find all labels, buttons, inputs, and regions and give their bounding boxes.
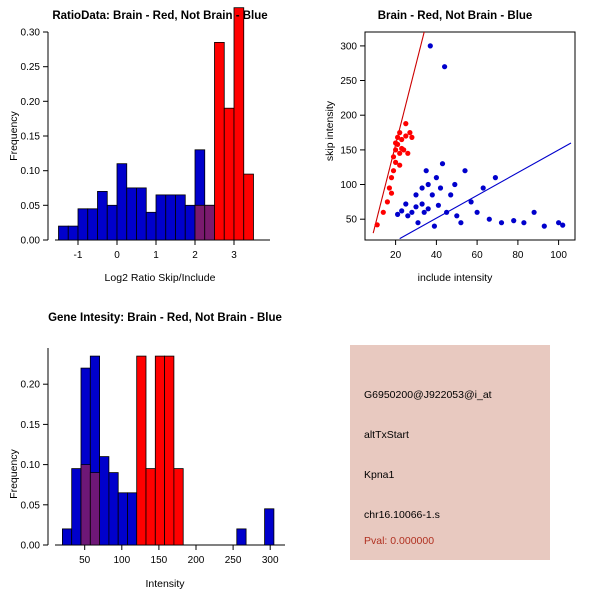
svg-text:0.00: 0.00 — [20, 540, 40, 552]
probe-info-box — [350, 345, 550, 560]
svg-text:300: 300 — [340, 41, 357, 53]
svg-text:0.30: 0.30 — [20, 27, 40, 39]
svg-text:3: 3 — [231, 250, 237, 261]
svg-text:0.00: 0.00 — [20, 235, 40, 247]
svg-text:0.15: 0.15 — [20, 419, 40, 431]
panel-ratio-histogram — [0, 0, 320, 300]
svg-text:0.15: 0.15 — [20, 131, 40, 143]
svg-text:250: 250 — [340, 76, 357, 87]
svg-text:60: 60 — [471, 250, 483, 261]
svg-text:200: 200 — [340, 110, 357, 122]
svg-text:50: 50 — [345, 214, 357, 226]
svg-text:300: 300 — [261, 555, 279, 566]
svg-text:0.10: 0.10 — [20, 166, 40, 178]
ratio-hist-xlabel: Log2 Ratio Skip/Include — [104, 272, 216, 284]
locus-id: chr16.10066-1.s — [364, 509, 440, 521]
scatter-xlabel: include intensity — [417, 272, 493, 284]
gene-hist-plot — [0, 300, 330, 590]
svg-text:80: 80 — [512, 250, 524, 261]
svg-text:20: 20 — [390, 250, 402, 261]
probe-id: G6950200@J922053@i_at — [364, 389, 492, 401]
svg-text:0.05: 0.05 — [20, 200, 40, 212]
event-type: altTxStart — [364, 429, 409, 441]
svg-text:0.05: 0.05 — [20, 500, 40, 512]
gene-hist-ylabel: Frequency — [8, 449, 20, 499]
ratio-hist-plot — [0, 0, 320, 300]
svg-text:100: 100 — [113, 555, 131, 566]
svg-text:0.25: 0.25 — [20, 62, 40, 74]
svg-text:0.20: 0.20 — [20, 379, 40, 391]
svg-text:0: 0 — [114, 250, 120, 261]
gene-hist-xlabel: Intensity — [145, 578, 185, 590]
ratio-hist-ylabel: Frequency — [8, 111, 20, 161]
scatter-plot — [310, 0, 600, 300]
svg-text:0.20: 0.20 — [20, 96, 40, 108]
pval-label: Pval: 0.000000 — [364, 535, 435, 547]
svg-text:-1: -1 — [73, 250, 83, 261]
svg-text:1: 1 — [153, 250, 159, 261]
svg-text:2: 2 — [192, 250, 198, 261]
svg-text:150: 150 — [150, 555, 168, 566]
svg-text:150: 150 — [340, 145, 357, 157]
gene-hist-title: Gene Intesity: Brain - Red, Not Brain - Blue — [48, 312, 282, 324]
panel-intensity-scatter — [310, 0, 600, 300]
gene-symbol: Kpna1 — [364, 469, 395, 481]
scatter-title: Brain - Red, Not Brain - Blue — [377, 10, 533, 22]
svg-text:250: 250 — [224, 555, 242, 566]
svg-text:100: 100 — [340, 180, 357, 191]
svg-text:0.10: 0.10 — [20, 460, 40, 472]
scatter-ylabel: skip intensity — [324, 100, 336, 162]
svg-text:200: 200 — [187, 555, 205, 566]
svg-text:50: 50 — [79, 555, 91, 566]
svg-text:100: 100 — [550, 250, 567, 261]
panel-gene-histogram — [0, 300, 330, 600]
svg-text:40: 40 — [430, 250, 442, 261]
ratio-hist-title: RatioData: Brain - Red, Not Brain - Blue — [52, 10, 268, 22]
